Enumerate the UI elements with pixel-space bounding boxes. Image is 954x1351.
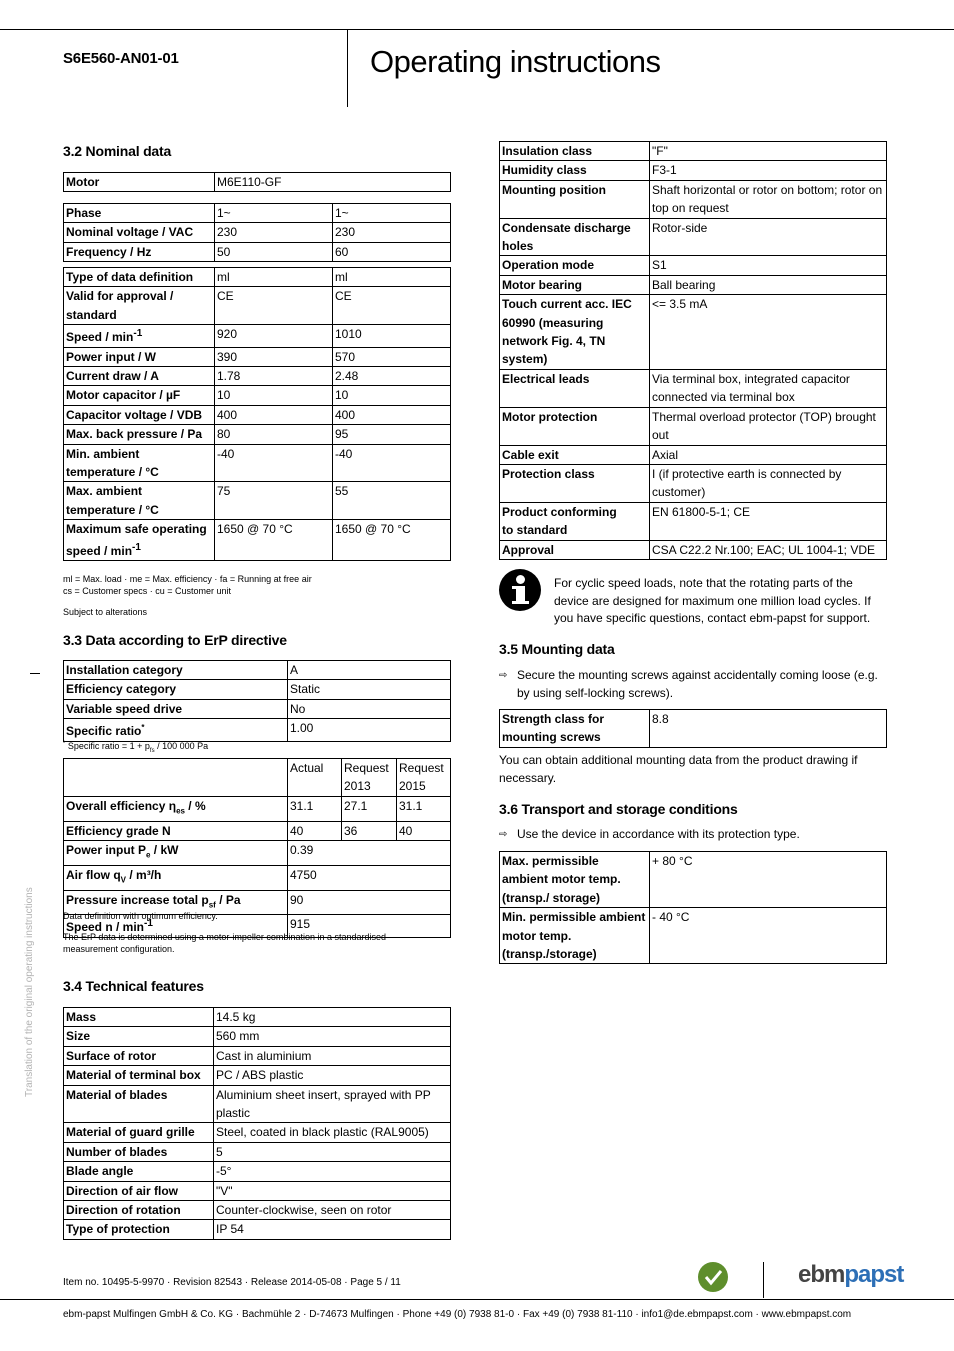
row-label: Strength class for mounting screws xyxy=(500,710,650,748)
cell: 50 xyxy=(215,242,333,261)
table-row xyxy=(64,1066,451,1085)
cell: F3-1 xyxy=(650,161,887,180)
green-tech-logo xyxy=(698,1262,728,1292)
table-row xyxy=(500,142,887,161)
cell: 400 xyxy=(333,405,451,424)
cell: -5° xyxy=(214,1162,451,1181)
cell: CSA C22.2 Nr.100; EAC; UL 1004-1; VDE xyxy=(650,540,887,559)
row-label xyxy=(64,865,288,890)
table-row xyxy=(64,661,451,680)
table-row xyxy=(500,161,887,180)
table-row xyxy=(500,445,887,464)
row-label: Min. ambient temperature / °C xyxy=(64,444,215,482)
row-label: Variable speed drive xyxy=(64,699,288,718)
table-row xyxy=(64,347,451,366)
transport-bullet xyxy=(499,826,888,844)
cell: Counter-clockwise, seen on rotor xyxy=(214,1201,451,1220)
cell: 1010 xyxy=(333,325,451,347)
cell: 4750 xyxy=(288,865,451,890)
cell: Axial xyxy=(650,445,887,464)
ratio-note-sub: fs xyxy=(149,747,155,754)
row-label xyxy=(64,520,215,561)
cell: A xyxy=(288,661,451,680)
table-row xyxy=(64,1181,451,1200)
table-row xyxy=(64,1046,451,1065)
label-sub: sf xyxy=(208,900,216,909)
arrow-icon: ⇨ xyxy=(499,829,508,840)
cell: 10 xyxy=(215,386,333,405)
cell: Via terminal box, integrated capacitor connected via terminal box xyxy=(650,369,887,407)
cell: 8.8 xyxy=(650,710,887,748)
row-label: Max. permissible ambient motor temp. (transp./ storage) xyxy=(500,852,650,908)
cell: 60 xyxy=(333,242,451,261)
cell: 0.39 xyxy=(288,841,451,866)
ratio-note-text: Specific ratio = 1 + p xyxy=(67,741,150,751)
label-text: Pressure increase total p xyxy=(66,892,209,907)
cell: - 40 °C xyxy=(650,908,887,964)
cell: -40 xyxy=(215,444,333,482)
column-header: Request 2015 xyxy=(397,759,451,797)
row-label: Humidity class xyxy=(500,161,650,180)
row-label xyxy=(64,796,288,821)
cell: 2.48 xyxy=(333,367,451,386)
cell: 31.1 xyxy=(288,796,342,821)
cell: 10 xyxy=(333,386,451,405)
sidebar-note: Translation of the original operating instructions xyxy=(24,887,35,1097)
row-label: Phase xyxy=(64,204,215,223)
table-row xyxy=(64,405,451,424)
cell: 5 xyxy=(214,1142,451,1161)
cell: 1650 @ 70 °C xyxy=(333,520,451,561)
row-label: Nominal voltage / VAC xyxy=(64,223,215,242)
cell: 1~ xyxy=(333,204,451,223)
table-row xyxy=(64,173,451,192)
table-row xyxy=(500,502,887,540)
row-label: Max. back pressure / Pa xyxy=(64,425,215,444)
table-row xyxy=(500,295,887,370)
table-row xyxy=(64,268,451,287)
row-label: Product conforming to standard xyxy=(500,502,650,540)
label-text: Maximum safe operating speed / min xyxy=(66,522,207,558)
table-row xyxy=(64,425,451,444)
cell: PC / ABS plastic xyxy=(214,1066,451,1085)
motor-table xyxy=(63,172,451,192)
label-sub: e xyxy=(146,850,151,860)
row-label: Electrical leads xyxy=(500,369,650,407)
superscript: -1 xyxy=(133,328,143,340)
row-label: Motor protection xyxy=(500,407,650,445)
table-row xyxy=(64,796,451,821)
cell: I (if protective earth is connected by customer) xyxy=(650,464,887,502)
cell: No xyxy=(288,699,451,718)
table-row xyxy=(64,1162,451,1181)
row-label: Efficiency grade N xyxy=(64,821,288,840)
cell: 560 mm xyxy=(214,1027,451,1046)
table-row xyxy=(64,680,451,699)
table-row xyxy=(64,482,451,520)
cell: 75 xyxy=(215,482,333,520)
table-row xyxy=(64,204,451,223)
cell: + 80 °C xyxy=(650,852,887,908)
logo-papst: papst xyxy=(844,1261,904,1288)
transport-bullet-text: Use the device in accordance with its protection type. xyxy=(517,827,800,841)
row-label: Direction of rotation xyxy=(64,1201,214,1220)
cell: 90 xyxy=(288,890,451,915)
cell: 1650 @ 70 °C xyxy=(215,520,333,561)
table-row xyxy=(64,520,451,561)
mounting-bullet xyxy=(499,667,888,702)
row-label: Approval xyxy=(500,540,650,559)
table-row xyxy=(64,841,451,866)
mounting-paragraph: You can obtain additional mounting data from the product drawing if necessary. xyxy=(499,753,858,785)
item-info: Item no. 10495-5-9970 · Revision 82543 · Release 2014-05-08 · Page 5 / 11 xyxy=(63,1277,401,1288)
cell: 1~ xyxy=(215,204,333,223)
cell: 40 xyxy=(397,821,451,840)
table-row xyxy=(64,1008,451,1027)
cell: <= 3.5 mA xyxy=(650,295,887,370)
cell: 1.00 xyxy=(288,719,451,741)
cell: Cast in aluminium xyxy=(214,1046,451,1065)
row-label: Max. ambient temperature / °C xyxy=(64,482,215,520)
table-row xyxy=(64,242,451,261)
row-label: Current draw / A xyxy=(64,367,215,386)
company-info: ebm-papst Mulfingen GmbH & Co. KG · Bachmühle 2 · D-74673 Mulfingen · Phone +49 (0) 7938 81-0 · Fax +49 (0) 7938 81-110 · info1@de.ebmpapst.com · www.ebmpapst.com xyxy=(63,1309,852,1320)
table-row xyxy=(64,1142,451,1161)
cell: 31.1 xyxy=(397,796,451,821)
row-label: Surface of rotor xyxy=(64,1046,214,1065)
nominal-data-table xyxy=(63,267,451,561)
row-label xyxy=(64,325,215,347)
page-title: Operating instructions xyxy=(370,44,661,79)
table-row xyxy=(500,180,887,218)
table-row xyxy=(500,218,887,256)
row-label: Min. permissible ambient motor temp. (transp./storage) xyxy=(500,908,650,964)
table-row xyxy=(64,821,451,840)
table-row xyxy=(64,1027,451,1046)
table-row xyxy=(64,699,451,718)
label-text: Specific ratio xyxy=(66,724,142,739)
cell: "F" xyxy=(650,142,887,161)
cell: 920 xyxy=(215,325,333,347)
erp-category-table xyxy=(63,660,451,742)
cell: 14.5 kg xyxy=(214,1008,451,1027)
cell: 915 xyxy=(288,915,451,937)
row-label: Touch current acc. IEC 60990 (measuring network Fig. 4, TN system) xyxy=(500,295,650,370)
column-header: Actual xyxy=(288,759,342,797)
row-label: Motor capacitor / µF xyxy=(64,386,215,405)
table-row xyxy=(64,1123,451,1142)
table-row xyxy=(64,367,451,386)
cell: 570 xyxy=(333,347,451,366)
erp-note-1: Data definition with optimum efficiency. xyxy=(63,911,218,921)
info-icon xyxy=(499,569,541,611)
motor-value: M6E110-GF xyxy=(215,173,451,192)
row-label: Condensate discharge holes xyxy=(500,218,650,256)
label-sub: V xyxy=(120,875,127,885)
cell: S1 xyxy=(650,256,887,275)
label-end: / m³/h xyxy=(126,867,162,882)
row-label: Mounting position xyxy=(500,180,650,218)
row-label: Type of protection xyxy=(64,1220,214,1239)
label-text: Speed n / min xyxy=(66,920,145,935)
cell: -40 xyxy=(333,444,451,482)
row-label: Direction of air flow xyxy=(64,1181,214,1200)
label-sub: es xyxy=(176,806,185,816)
table-row xyxy=(64,1085,451,1123)
arrow-icon: ⇨ xyxy=(499,670,508,681)
section-heading-mounting-data: 3.5 Mounting data xyxy=(499,641,615,657)
specific-ratio-note: * Specific ratio = $1 + p_{fs} / 100$ 000 Pa xyxy=(63,741,209,754)
cell: Ball bearing xyxy=(650,275,887,294)
table-row xyxy=(500,852,887,908)
row-label: Efficiency category xyxy=(64,680,288,699)
table-row xyxy=(500,256,887,275)
label-text: Air flow q xyxy=(66,867,121,882)
cell: 230 xyxy=(333,223,451,242)
table-row xyxy=(64,386,451,405)
cell: Thermal overload protector (TOP) brought out xyxy=(650,407,887,445)
footer-divider xyxy=(763,1262,764,1298)
cell: EN 61800-5-1; CE xyxy=(650,502,887,540)
transport-table xyxy=(499,851,887,964)
table-row xyxy=(500,540,887,559)
mounting-bullet-text: Secure the mounting screws against accidentally coming loose (e.g. by using self-locking screws). xyxy=(517,668,878,700)
row-label: Frequency / Hz xyxy=(64,242,215,261)
row-label: Number of blades xyxy=(64,1142,214,1161)
table-header-row xyxy=(64,759,451,797)
nominal-electrical-table xyxy=(63,203,451,262)
alterations-note: Subject to alterations xyxy=(63,607,148,617)
row-label: Insulation class xyxy=(500,142,650,161)
row-label: Motor bearing xyxy=(500,275,650,294)
cell: 27.1 xyxy=(342,796,397,821)
row-label: Valid for approval / standard xyxy=(64,287,215,325)
empty-header xyxy=(64,759,288,797)
fold-mark xyxy=(30,673,40,674)
erp-note-2: The ErP data is determined using a motor-impeller combination in a standardised measurement configuration. xyxy=(63,932,387,954)
row-label: Cable exit xyxy=(500,445,650,464)
row-label: Material of blades xyxy=(64,1085,214,1123)
abbreviation-note-2: cs = Customer specs · cu = Customer unit xyxy=(63,586,232,596)
technical-features-table xyxy=(63,1007,451,1240)
motor-label: Motor xyxy=(64,173,215,192)
cell: IP 54 xyxy=(214,1220,451,1239)
section-heading-erp: 3.3 Data according to ErP directive xyxy=(63,632,287,648)
table-row xyxy=(64,444,451,482)
label-end: / kW xyxy=(150,843,179,858)
header-rule-top xyxy=(0,29,954,30)
cell: 36 xyxy=(342,821,397,840)
technical-features-table-continued xyxy=(499,141,887,560)
cell: Shaft horizontal or rotor on bottom; rotor on top on request xyxy=(650,180,887,218)
table-row xyxy=(64,223,451,242)
cell: Static xyxy=(288,680,451,699)
row-label: Material of terminal box xyxy=(64,1066,214,1085)
cell: 55 xyxy=(333,482,451,520)
cell: CE xyxy=(333,287,451,325)
table-row xyxy=(64,865,451,890)
cell: 230 xyxy=(215,223,333,242)
label-end: / Pa xyxy=(215,892,241,907)
cell: 390 xyxy=(215,347,333,366)
label-text: Overall efficiency η xyxy=(66,798,177,813)
cell: CE xyxy=(215,287,333,325)
row-label: Protection class xyxy=(500,464,650,502)
label-text: Speed / min xyxy=(66,330,134,345)
ebmpapst-logo xyxy=(798,1261,903,1289)
abbreviation-note-1: ml = Max. load · me = Max. efficiency · fa = Running at free air xyxy=(63,574,312,584)
superscript: -1 xyxy=(144,918,153,930)
cell: 1.78 xyxy=(215,367,333,386)
cell: 400 xyxy=(215,405,333,424)
cell: Aluminium sheet insert, sprayed with PP plastic xyxy=(214,1085,451,1123)
logo-ebm: ebm xyxy=(798,1261,845,1288)
row-label: Type of data definition xyxy=(64,268,215,287)
cell: "V" xyxy=(214,1181,451,1200)
row-label: Blade angle xyxy=(64,1162,214,1181)
row-label: Size xyxy=(64,1027,214,1046)
mounting-table xyxy=(499,709,887,748)
header-divider xyxy=(347,29,348,107)
row-label: Installation category xyxy=(64,661,288,680)
footer-rule xyxy=(0,1299,954,1300)
label-text: Power input P xyxy=(66,843,147,858)
row-label: Power input / W xyxy=(64,347,215,366)
table-row xyxy=(64,325,451,347)
table-row xyxy=(64,1220,451,1239)
table-row xyxy=(500,369,887,407)
cell: ml xyxy=(215,268,333,287)
row-label: Operation mode xyxy=(500,256,650,275)
row-label: Capacitor voltage / VDB xyxy=(64,405,215,424)
row-label: Material of guard grille xyxy=(64,1123,214,1142)
column-header: Request 2013 xyxy=(342,759,397,797)
table-row xyxy=(64,1201,451,1220)
label-end: / % xyxy=(184,798,206,813)
cell: 40 xyxy=(288,821,342,840)
row-label xyxy=(64,841,288,866)
cell: 95 xyxy=(333,425,451,444)
table-row xyxy=(500,710,887,748)
ratio-note-end: / 100 000 Pa xyxy=(154,741,209,751)
cell: 80 xyxy=(215,425,333,444)
table-row xyxy=(500,908,887,964)
info-note: For cyclic speed loads, note that the rotating parts of the device are designed for maximum one million load cycles. If you have specific questions, contact ebm-papst for support. xyxy=(554,576,871,625)
row-label: Mass xyxy=(64,1008,214,1027)
section-heading-technical-features: 3.4 Technical features xyxy=(63,978,204,994)
asterisk: * xyxy=(141,723,145,733)
cell: ml xyxy=(333,268,451,287)
table-row xyxy=(500,407,887,445)
document-id: S6E560-AN01-01 xyxy=(63,50,179,67)
cell: Steel, coated in black plastic (RAL9005) xyxy=(214,1123,451,1142)
table-row xyxy=(500,275,887,294)
table-row xyxy=(64,287,451,325)
superscript: -1 xyxy=(132,541,141,553)
cell: Rotor-side xyxy=(650,218,887,256)
section-heading-transport: 3.6 Transport and storage conditions xyxy=(499,801,738,817)
section-heading-nominal-data: 3.2 Nominal data xyxy=(63,143,172,159)
table-row xyxy=(500,464,887,502)
